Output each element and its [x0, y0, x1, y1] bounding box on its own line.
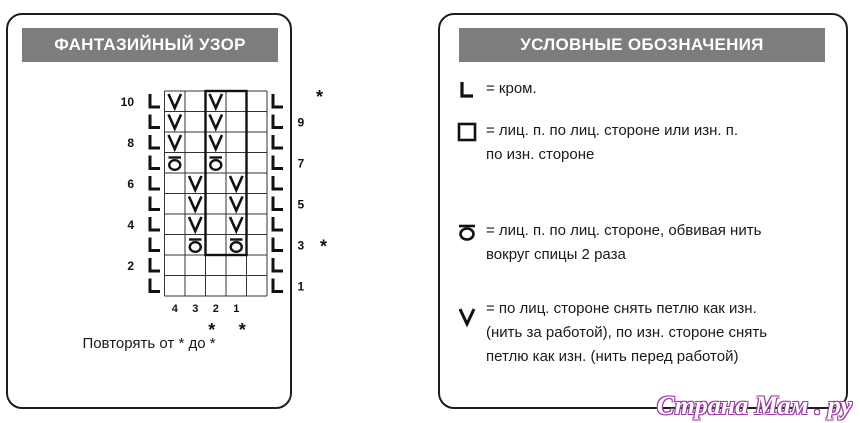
row-number: 9	[297, 115, 305, 130]
edge-stitch-icon	[150, 238, 160, 251]
edge-stitch-icon	[273, 258, 283, 271]
row-number: 2	[127, 259, 134, 273]
row-number: 10	[120, 95, 134, 109]
star-repeat-start: *	[208, 320, 216, 340]
column-number: 3	[192, 303, 199, 315]
legend-line: (нить за работой), по изн. стороне снять	[486, 324, 768, 341]
row-number: 4	[127, 218, 134, 232]
slip-stitch-icon	[230, 217, 243, 231]
edge-stitch-icon	[150, 258, 160, 271]
legend-line: = кром.	[486, 80, 537, 97]
star-row-10: *	[315, 87, 324, 107]
slip-stitch-icon	[169, 135, 182, 149]
column-number: 2	[212, 303, 219, 315]
star-repeat-end: *	[238, 320, 246, 340]
edge-stitch-icon	[273, 156, 283, 169]
yarn-over-wrap-icon	[169, 158, 182, 170]
pattern-title: ФАНТАЗИЙНЫЙ УЗОР	[22, 28, 278, 62]
legend-line: = лиц. п. по лиц. стороне, обвивая нить	[486, 222, 762, 239]
edge-stitch-icon	[273, 115, 283, 128]
slip-stitch-icon	[230, 176, 243, 190]
legend-line: по изн. стороне	[486, 146, 595, 163]
edge-stitch-icon	[150, 197, 160, 210]
slip-stitch-icon	[189, 197, 202, 211]
row-number: 7	[297, 156, 305, 171]
slip-stitch-icon	[456, 305, 478, 327]
edge-stitch-icon	[273, 176, 283, 189]
edge-stitch-icon	[150, 135, 160, 148]
edge-stitch-icon	[150, 176, 160, 189]
slip-stitch-icon	[210, 115, 223, 129]
slip-stitch-icon	[210, 135, 223, 149]
slip-stitch-icon	[230, 197, 243, 211]
slip-stitch-icon	[169, 94, 182, 108]
edge-stitch-icon	[456, 79, 478, 101]
edge-stitch-icon	[150, 94, 160, 107]
legend-line: петлю как изн. (нить перед работой)	[486, 348, 739, 365]
slip-stitch-icon	[169, 115, 182, 129]
column-number: 1	[233, 303, 240, 315]
yarn-over-wrap-icon	[189, 240, 202, 252]
column-number: 4	[171, 303, 178, 315]
edge-stitch-icon	[150, 156, 160, 169]
yarn-over-wrap-icon	[230, 240, 243, 252]
row-number: 6	[127, 177, 134, 191]
edge-stitch-icon	[150, 217, 160, 230]
edge-stitch-icon	[273, 217, 283, 230]
slip-stitch-icon	[189, 217, 202, 231]
square-icon	[456, 121, 478, 143]
pattern-panel	[6, 13, 328, 409]
legend-line: = по лиц. стороне снять петлю как изн.	[486, 300, 757, 317]
legend-item-wrap	[486, 219, 761, 267]
slip-stitch-icon	[189, 176, 202, 190]
edge-stitch-icon	[273, 238, 283, 251]
edge-stitch-icon	[273, 135, 283, 148]
row-number: 8	[127, 136, 134, 150]
repeat-note: Повторять от * до *	[82, 335, 216, 352]
site-watermark: Страна Мам . ру	[656, 391, 852, 420]
star-row-3: *	[319, 236, 328, 257]
row-number: 1	[297, 279, 305, 294]
row-number: 3	[297, 238, 305, 253]
edge-stitch-icon	[273, 197, 283, 210]
edge-stitch-icon	[150, 115, 160, 128]
legend-item-slip	[486, 297, 767, 369]
legend-panel	[438, 13, 848, 409]
legend-item-square	[486, 119, 738, 167]
legend-line: = лиц. п. по лиц. стороне или изн. п.	[486, 122, 738, 139]
legend-line: вокруг спицы 2 раза	[486, 246, 626, 263]
yarn-over-wrap-icon	[210, 158, 223, 170]
edge-stitch-icon	[150, 279, 160, 292]
yarn-over-wrap-icon	[456, 221, 478, 243]
slip-stitch-icon	[210, 94, 223, 108]
edge-stitch-icon	[273, 279, 283, 292]
legend-title: УСЛОВНЫЕ ОБОЗНАЧЕНИЯ	[459, 28, 825, 62]
edge-stitch-icon	[273, 94, 283, 107]
legend-item-edge	[486, 77, 537, 101]
row-number: 5	[297, 197, 305, 212]
